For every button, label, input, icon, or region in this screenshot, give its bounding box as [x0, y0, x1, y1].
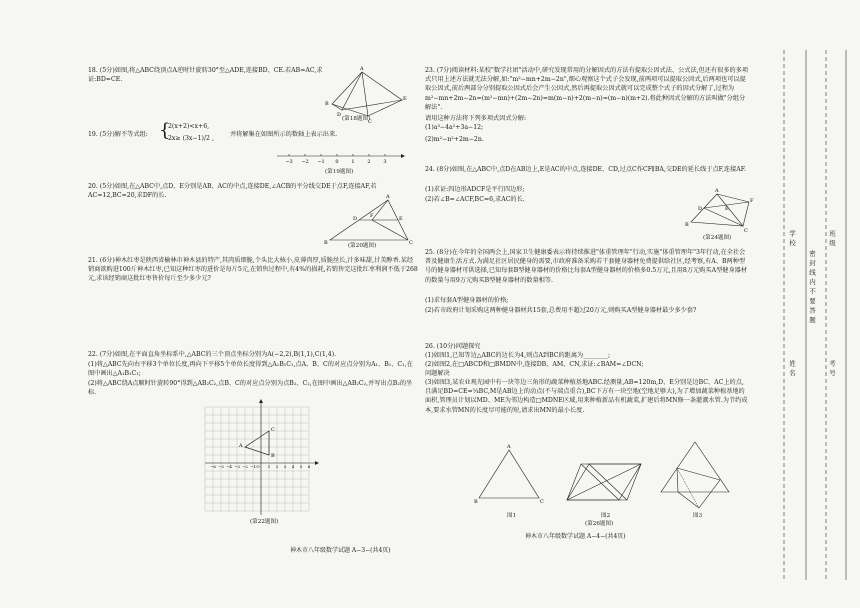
figure-26-3: [657, 440, 737, 512]
figure-26-2: [565, 462, 645, 506]
label-d: D: [337, 112, 342, 118]
name-label: 姓名: [788, 360, 796, 379]
label-a: A: [386, 194, 390, 200]
question-23-instruction: 请用这种方法将下列多项式因式分解:: [425, 115, 527, 122]
label-c: C: [368, 119, 372, 125]
question-26-part-1: (1)如图1,已知等边△ABC的边长为4,则点A到BC的距离为________;: [425, 352, 611, 359]
axis-tick-label: −3: [234, 464, 240, 469]
question-23: 23. (7分)阅读材料:某校"数学社团"活动中,研究发现常用的分解因式的方法有提取公因式法、公式法,但还有很多的多项式只用上述方法就无法分解,如:"m²−mn+2m−2n",细心观察这个式子会发现,前两项可以提取公因式,后两项也可以提取公因式,前后两部分分别提取公因式后会产生公因式,然后再提取公因式就可以完成整个式子的因式分解了,过程为m²−mn+2m−2n=(m²−mn)+(2m−2n)=m(m−n)+2(m−n)=(m−n)(m+2).将此种因式分解的方法叫做"分组分解法".: [425, 67, 749, 111]
question-26-part-3: (3)如图3,某农业观光园中有一块等边三角形的蔬菜种植基地ABC.经测量,AB=120m,D、E分别是边BC、AC上的点,且满足BD=CE=¼BC,M是AB边上的动点(不与端点重合),BC下方有一块空地(空地足够大),为了增加蔬菜种植基地的面积,管理员计划以MD、ME为邻边构造□MDNE区域,用来种植新品有机蔬菜,扩建后将MN修一条灌溉水管.为节约成本,要求水管MN的长度尽可能的短,请求出MN的最小长度.: [425, 379, 748, 414]
caption-26: (第26题图): [585, 521, 614, 527]
caption-20: (第20题图): [348, 243, 377, 249]
figure-26-2-label: 图2: [601, 513, 611, 519]
label-e: E: [403, 96, 407, 102]
question-23-part-1: (1)a³−4a²+3a−12;: [425, 124, 484, 131]
tick-label: 3: [383, 159, 387, 165]
axis-tick-label: 5: [299, 464, 303, 469]
label-a: A: [715, 188, 719, 194]
axis-tick-label: −4: [226, 464, 232, 469]
school-label: 学校: [788, 230, 796, 249]
label-e: E: [725, 206, 729, 212]
axis-tick-label: −5: [218, 464, 224, 469]
label-c: C: [409, 240, 413, 246]
label-a: A: [507, 444, 511, 450]
label-b: B: [324, 240, 328, 246]
question-18: 18. (5分)如图,将△ABC绕顶点A逆时针旋转30°至△ADE,连接BD、CE.若AB=AC,求证:BD=CE.: [88, 67, 323, 84]
figure-24: [685, 188, 754, 236]
axis-tick-label: −6: [210, 464, 216, 469]
question-23-part-2: (2)m²−n²+2m−2n.: [425, 136, 484, 143]
question-24-part-2: (2)若∠B=∠ACF,BC=6,求AC的长.: [425, 196, 525, 203]
label-a: A: [360, 66, 364, 72]
tick-label: −1: [317, 159, 325, 165]
coordinate-grid: [205, 405, 325, 515]
class-label: 班级: [828, 230, 836, 249]
figure-26-1: [474, 444, 545, 508]
label-c: C: [540, 499, 544, 505]
tick-label: 0: [335, 159, 339, 165]
caption-22: (第22题图): [250, 519, 279, 525]
question-21: 21. (6分)神木红枣是陕西省榆林市神木县的特产,其肉质细脆,个头比大核小,皮薄肉厚,质脆丝长,汁多味甜,甘美醇香.某经销商欲购进100斤神木红枣,已知这种红枣的进价是每斤5元,在销售过程中,有4%的损耗,若销售完这批红枣利润不低于268元,求该经销商这批红枣售价每斤至少多少元?: [88, 257, 418, 283]
page-footer-left: 神木市八年级数学试题 A−3−(共4页): [290, 547, 391, 554]
question-26-part-2: (2)如图2,在□ABCD和□BMDN中,连接DB、AM、CN,求证:∠BAM=∠DCN;: [425, 361, 644, 368]
page-footer-right: 神木市八年级数学试题 A−4−(共4页): [525, 533, 626, 540]
caption-24: (第24题图): [703, 235, 732, 241]
question-24: 24. (8分)如图,在△ABC中,点D在AB边上,E是AC的中点,连接DE、CD,过点C作CF∥BA,交DE的延长线于点F,连接AF.: [425, 166, 747, 173]
question-26-header: 26. (10分)问题探究: [425, 343, 481, 350]
point-b-label: B: [271, 453, 275, 459]
inequality-1: 2(x+2)<x+6,: [168, 123, 210, 130]
question-22-part-2: (2)将△ABC绕A点顺时针旋转90°得到△AB₂C₂,点B、C的对应点分别为点B₂、C₂,在图中画出△AB₂C₂,并写出点B₂的坐标.: [88, 380, 413, 397]
figure-26-3-label: 图3: [693, 513, 703, 519]
label-d: D: [353, 216, 358, 222]
question-25-part-2: (2)若市政府计划采购这两种健身器材共15套,总费用不超过20万元,则购买A型健身器材最少多少套?: [425, 307, 697, 314]
question-24-part-1: (1)求证:四边形ADCF是平行四边形;: [425, 186, 525, 193]
figure-26-1-label: 图1: [507, 513, 517, 519]
axis-tick-label: 2: [275, 464, 279, 469]
point-c-label: C: [271, 427, 275, 433]
label-e: E: [399, 216, 403, 222]
tick-label: −3: [285, 159, 293, 165]
axis-tick-label: 1: [267, 464, 271, 469]
origin-label: O: [256, 464, 260, 469]
seal-notice: 密封线内不要答题: [808, 250, 816, 326]
brace-icon: {: [159, 120, 171, 141]
left-page: [60, 60, 418, 590]
axis-tick-label: 3: [283, 464, 287, 469]
label-d: D: [698, 206, 703, 212]
axis-tick-label: −1: [250, 464, 256, 469]
inequality-2: 2x≥ (3x−1)/2 ,: [168, 135, 214, 142]
axis-tick-label: 4: [291, 464, 295, 469]
label-f: F: [370, 213, 374, 219]
tick-label: −2: [301, 159, 309, 165]
tick-label: 1: [351, 159, 355, 165]
axis-tick-label: −2: [242, 464, 248, 469]
question-22-part-1: (1)将△ABC先向右平移3个单位长度,再向下平移5个单位长度得到△A₁B₁C₁,点A、B、C的对应点分别为A₁、B₁、C₁,在图中画出△A₁B₁C₁;: [88, 361, 413, 378]
label-f: F: [750, 198, 754, 204]
label-c: C: [744, 228, 748, 234]
caption-18: (第18题图): [342, 116, 371, 122]
question-20: 20. (5分)如图,在△ABC中,点D、E分别是AB、AC的中点,连接DE,∠ACB的平分线交DE于点F,连接AF,若AC=12,BC=20,求DF的长.: [88, 183, 377, 200]
point-a-label: A: [239, 443, 243, 449]
question-26-solve: 问题解决: [425, 370, 450, 377]
figure-20: [324, 194, 413, 246]
caption-19: (第19题图): [325, 169, 354, 175]
binding-strip: [770, 0, 860, 608]
right-page: [425, 60, 755, 590]
question-25: 25. (8分)在今年的全国两会上,国家卫生健康委表示将持续推进"体重管理年"行动,实施"体重管理年"3年行动,在全社会普及健康生活方式.为满足社区居民健身的需要,市政府准备采购若干套健身器材免费提供给社区,经考察,有A、B两种型号的健身器材可供选择,已知每套B型健身器材的价格比每套A型健身器材的价格多0.5万元,且用8万元购买A型健身器材的数量与用9万元购买B型健身器材的数量相等.: [425, 249, 748, 284]
question-19-tail: 并将解集在如图所示的数轴上表示出来.: [230, 131, 338, 138]
question-22: 22. (7分)如图,在平面直角坐标系中,△ABC的三个顶点坐标分别为A(−2,2),B(1,1),C(1,4).: [88, 351, 337, 358]
label-b: B: [474, 499, 478, 505]
axis-tick-label: 6: [307, 464, 311, 469]
question-25-part-1: (1)求每套A型健身器材的价格;: [425, 297, 509, 304]
tick-label: 2: [367, 159, 371, 165]
label-b: B: [325, 101, 329, 107]
question-19-lead: 19. (5分)解不等式组:: [88, 131, 148, 138]
label-b: B: [685, 222, 689, 228]
exam-number-label: 考号: [828, 360, 836, 379]
